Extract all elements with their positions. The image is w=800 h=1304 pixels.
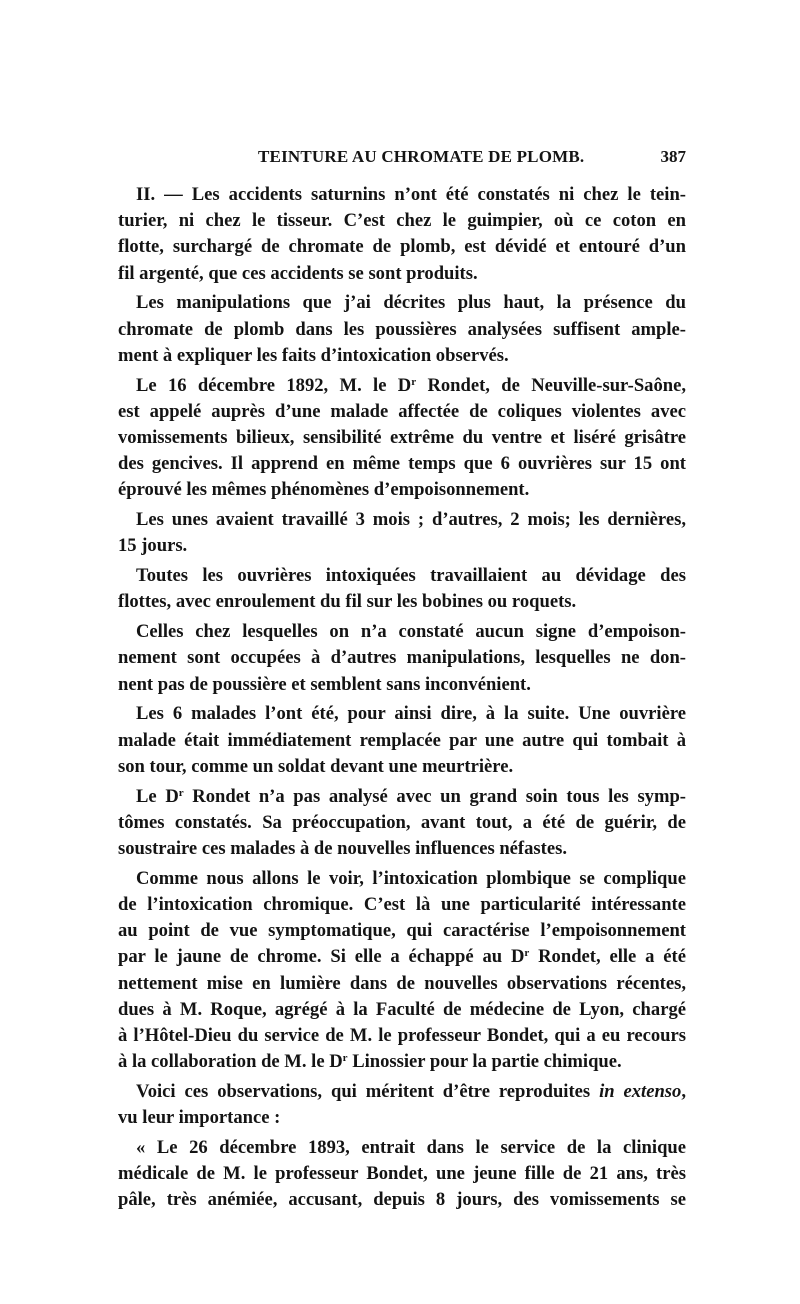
text-line bbox=[118, 672, 686, 698]
text-run: Rondet n’a pas analysé avec un grand soin tous les symp- bbox=[183, 785, 686, 807]
text-line bbox=[118, 317, 686, 343]
text-line bbox=[118, 836, 686, 862]
text-run: son tour, comme un soldat devant une meurtrière. bbox=[118, 755, 514, 777]
text-line bbox=[118, 784, 686, 810]
text-line bbox=[118, 261, 686, 287]
text-run: Celles chez lesquelles on n’a constaté aucun signe d’empoison- bbox=[136, 621, 686, 643]
text-line bbox=[118, 399, 686, 425]
text-run: des gencives. Il apprend en même temps que 6 ouvrières sur 15 ont bbox=[118, 453, 686, 475]
text-line bbox=[118, 866, 686, 892]
text-run: , bbox=[681, 1081, 686, 1103]
text-line bbox=[118, 589, 686, 615]
text-run: nent pas de poussière et semblent sans inconvénient. bbox=[118, 673, 531, 695]
text-line bbox=[118, 1049, 686, 1075]
text-run: Les manipulations que j’ai décrites plus haut, la présence du bbox=[136, 292, 686, 314]
text-line bbox=[118, 944, 686, 970]
text-run: Rondet, de Neuville-sur-Saône, bbox=[416, 374, 686, 396]
text-line bbox=[118, 533, 686, 559]
text-line bbox=[118, 997, 686, 1023]
text-line bbox=[118, 507, 686, 533]
text-run: 15 jours. bbox=[118, 535, 188, 557]
text-run: à l’Hôtel-Dieu du service de M. le professeur Bondet, qui a eu recours bbox=[118, 1025, 686, 1047]
text-run: Toutes les ouvrières intoxiquées travaillaient au dévidage des bbox=[136, 565, 686, 587]
text-run: Le 16 décembre 1892, M. le D bbox=[136, 374, 412, 396]
text-line bbox=[118, 1187, 686, 1213]
text-line bbox=[118, 645, 686, 671]
text-line bbox=[118, 1023, 686, 1049]
text-line bbox=[118, 892, 686, 918]
text-run: tômes constatés. Sa préoccupation, avant tout, a été de guérir, de bbox=[118, 811, 686, 833]
text-run: pâle, très anémiée, accusant, depuis 8 jours, des vomissements se bbox=[118, 1189, 686, 1211]
text-run: de l’intoxication chromique. C’est là une particularité intéressante bbox=[118, 894, 686, 916]
text-run: malade était immédiatement remplacée par une autre qui tombait à bbox=[118, 729, 686, 751]
text-line bbox=[118, 728, 686, 754]
text-line bbox=[118, 208, 686, 234]
text-run: flotte, surchargé de chromate de plomb, est dévidé et entouré d’un bbox=[118, 236, 686, 258]
text-line bbox=[118, 754, 686, 780]
text-run: Les unes avaient travaillé 3 mois ; d’autres, 2 mois; les dernières, bbox=[136, 509, 686, 531]
text-run: éprouvé les mêmes phénomènes d’empoisonnement. bbox=[118, 479, 530, 501]
body-text bbox=[118, 182, 686, 1214]
text-run: Voici ces observations, qui méritent d’être reproduites bbox=[136, 1081, 600, 1103]
text-run: II. — Les accidents saturnins n’ont été constatés ni chez le tein- bbox=[136, 184, 686, 205]
text-run: Les 6 malades l’ont été, pour ainsi dire, à la suite. Une ouvrière bbox=[136, 703, 686, 725]
text-line bbox=[118, 451, 686, 477]
text-line bbox=[118, 918, 686, 944]
text-run: turier, ni chez le tisseur. C’est chez le guimpier, où ce coton en bbox=[118, 210, 686, 232]
text-run: « Le 26 décembre 1893, entrait dans le service de la clinique bbox=[136, 1137, 686, 1159]
page-number: 387 bbox=[660, 147, 686, 166]
text-run: à la collaboration de M. le D bbox=[118, 1051, 343, 1073]
text-run: dues à M. Roque, agrégé à la Faculté de médecine de Lyon, chargé bbox=[118, 998, 686, 1020]
text-run: nement sont occupées à d’autres manipulations, lesquelles ne don- bbox=[118, 647, 686, 669]
text-line bbox=[118, 701, 686, 727]
text-run: Rondet, elle a été bbox=[529, 946, 686, 968]
text-run: vomissements bilieux, sensibilité extrême du ventre et liséré grisâtre bbox=[118, 427, 686, 449]
text-line bbox=[118, 477, 686, 503]
text-run: médicale de M. le professeur Bondet, une jeune fille de 21 ans, très bbox=[118, 1163, 686, 1185]
text-line bbox=[118, 563, 686, 589]
superscript: r bbox=[524, 947, 530, 960]
text-run: flottes, avec enroulement du fil sur les bobines ou roquets. bbox=[118, 591, 577, 613]
text-run: nettement mise en lumière dans de nouvelles observations récentes, bbox=[118, 972, 686, 994]
running-title: TEINTURE AU CHROMATE DE PLOMB. bbox=[258, 147, 585, 166]
text-line bbox=[118, 810, 686, 836]
superscript: r bbox=[178, 786, 184, 799]
superscript: r bbox=[411, 375, 417, 388]
text-line bbox=[118, 290, 686, 316]
superscript: r bbox=[342, 1052, 348, 1065]
text-run: fil argenté, que ces accidents se sont produits. bbox=[118, 262, 478, 284]
text-run: vu leur importance : bbox=[118, 1107, 281, 1129]
text-line bbox=[118, 425, 686, 451]
text-run: est appelé auprès d’une malade affectée de coliques violentes avec bbox=[118, 400, 686, 422]
text-line bbox=[118, 619, 686, 645]
text-run: ment à expliquer les faits d’intoxication observés. bbox=[118, 344, 509, 366]
page-header bbox=[118, 147, 686, 173]
text-run: soustraire ces malades à de nouvelles influences néfastes. bbox=[118, 838, 567, 860]
text-line bbox=[118, 1079, 686, 1105]
text-run: chromate de plomb dans les poussières analysées suffisent ample- bbox=[118, 318, 686, 340]
text-line bbox=[118, 1135, 686, 1161]
italic-phrase: in extenso bbox=[599, 1081, 682, 1103]
text-line bbox=[118, 1161, 686, 1187]
text-line bbox=[118, 971, 686, 997]
text-line bbox=[118, 234, 686, 260]
text-run: Le D bbox=[136, 785, 179, 807]
text-run: par le jaune de chrome. Si elle a échappé au D bbox=[118, 946, 525, 968]
text-line bbox=[118, 182, 686, 208]
text-line bbox=[118, 373, 686, 399]
text-run: Linossier pour la partie chimique. bbox=[347, 1051, 622, 1073]
text-line bbox=[118, 1105, 686, 1131]
text-line bbox=[118, 343, 686, 369]
text-run: au point de vue symptomatique, qui caractérise l’empoisonnement bbox=[118, 920, 686, 942]
text-run: Comme nous allons le voir, l’intoxication plombique se complique bbox=[136, 867, 686, 889]
